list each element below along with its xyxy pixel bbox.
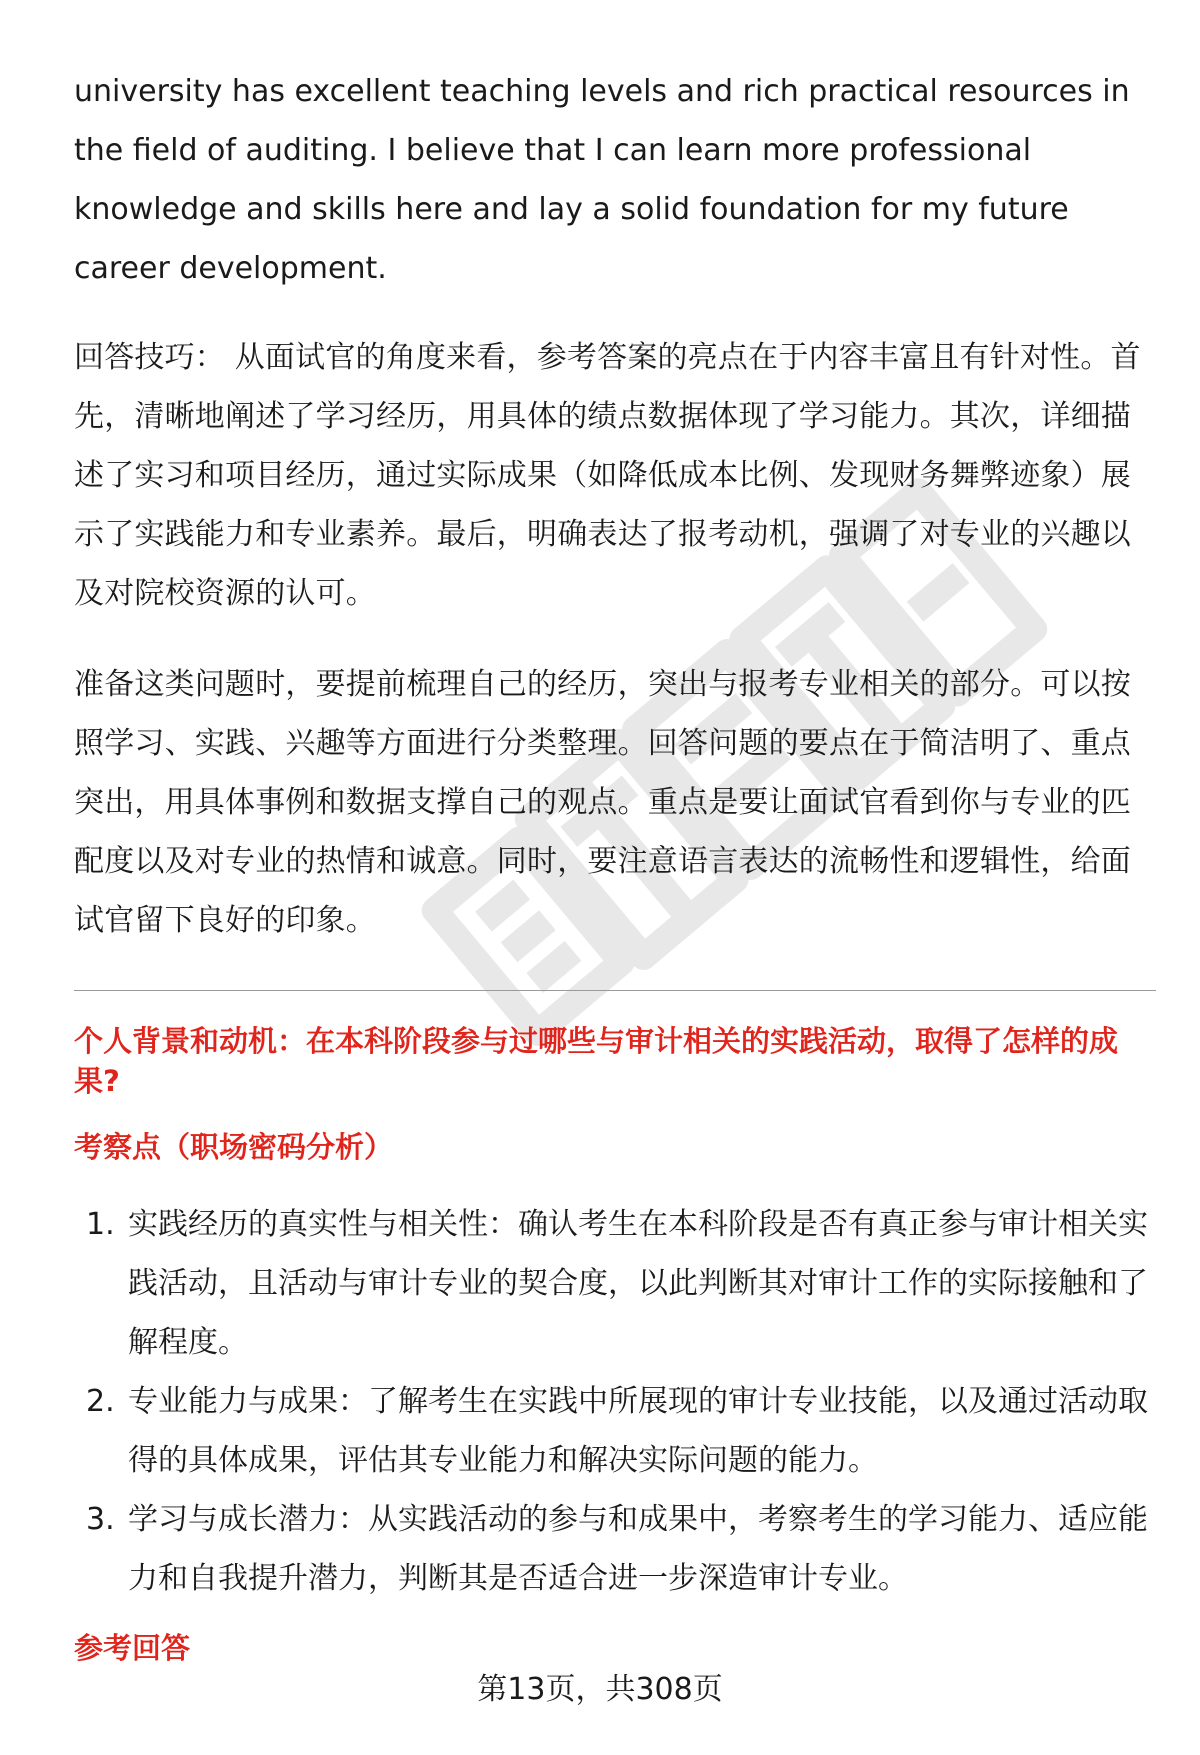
list-item [74,1195,1154,1372]
list-item-number: 2. [86,1384,115,1419]
list-item-text: 学习与成长潜力：从实践活动的参与和成果中，考察考生的学习能力、适应能力和自我提升潜力，判断其是否适合进一步深造审计专业。 [128,1502,1148,1596]
list-item [74,1490,1154,1608]
list-item-text: 实践经历的真实性与相关性：确认考生在本科阶段是否有真正参与审计相关实践活动，且活动与审计专业的契合度，以此判断其对审计工作的实际接触和了解程度。 [128,1207,1148,1360]
reference-answer-heading: 参考回答 [74,1631,191,1665]
document-page [74,62,1154,1696]
question-heading: 个人背景和动机：在本科阶段参与过哪些与审计相关的实践活动，取得了怎样的成果? [74,1024,1119,1098]
analysis-points-list [74,1195,1154,1608]
answer-tips-paragraph: 回答技巧： 从面试官的角度来看，参考答案的亮点在于内容丰富且有针对性。首先，清晰地阐述了学习经历，用具体的绩点数据体现了学习能力。其次，详细描述了实习和项目经历，通过实际成果（如降低成本比例、发现财务舞弊迹象）展示了实践能力和专业素养。最后，明确表达了报考动机，强调了对专业的兴趣以及对院校资源的认可。 [74,340,1141,611]
page-number-footer: 第13页，共308页 [477,1672,723,1707]
list-item-number: 3. [86,1502,115,1537]
section-divider [74,990,1156,991]
intro-english-paragraph: university has excellent teaching levels and rich practical resources in the field of auditing. I believe that I can learn more professional knowledge and skills here and lay a solid foundation for my future career development. [74,74,1130,286]
list-item [74,1372,1154,1490]
list-item-number: 1. [86,1207,115,1242]
list-item-text: 专业能力与成果：了解考生在实践中所展现的审计专业技能，以及通过活动取得的具体成果，评估其专业能力和解决实际问题的能力。 [128,1384,1148,1478]
preparation-paragraph: 准备这类问题时，要提前梳理自己的经历，突出与报考专业相关的部分。可以按照学习、实践、兴趣等方面进行分类整理。回答问题的要点在于简洁明了、重点突出，用具体事例和数据支撑自己的观点。重点是要让面试官看到你与专业的匹配度以及对专业的热情和诚意。同时，要注意语言表达的流畅性和逻辑性，给面试官留下良好的印象。 [74,667,1131,938]
analysis-heading: 考察点（职场密码分析） [74,1130,394,1164]
